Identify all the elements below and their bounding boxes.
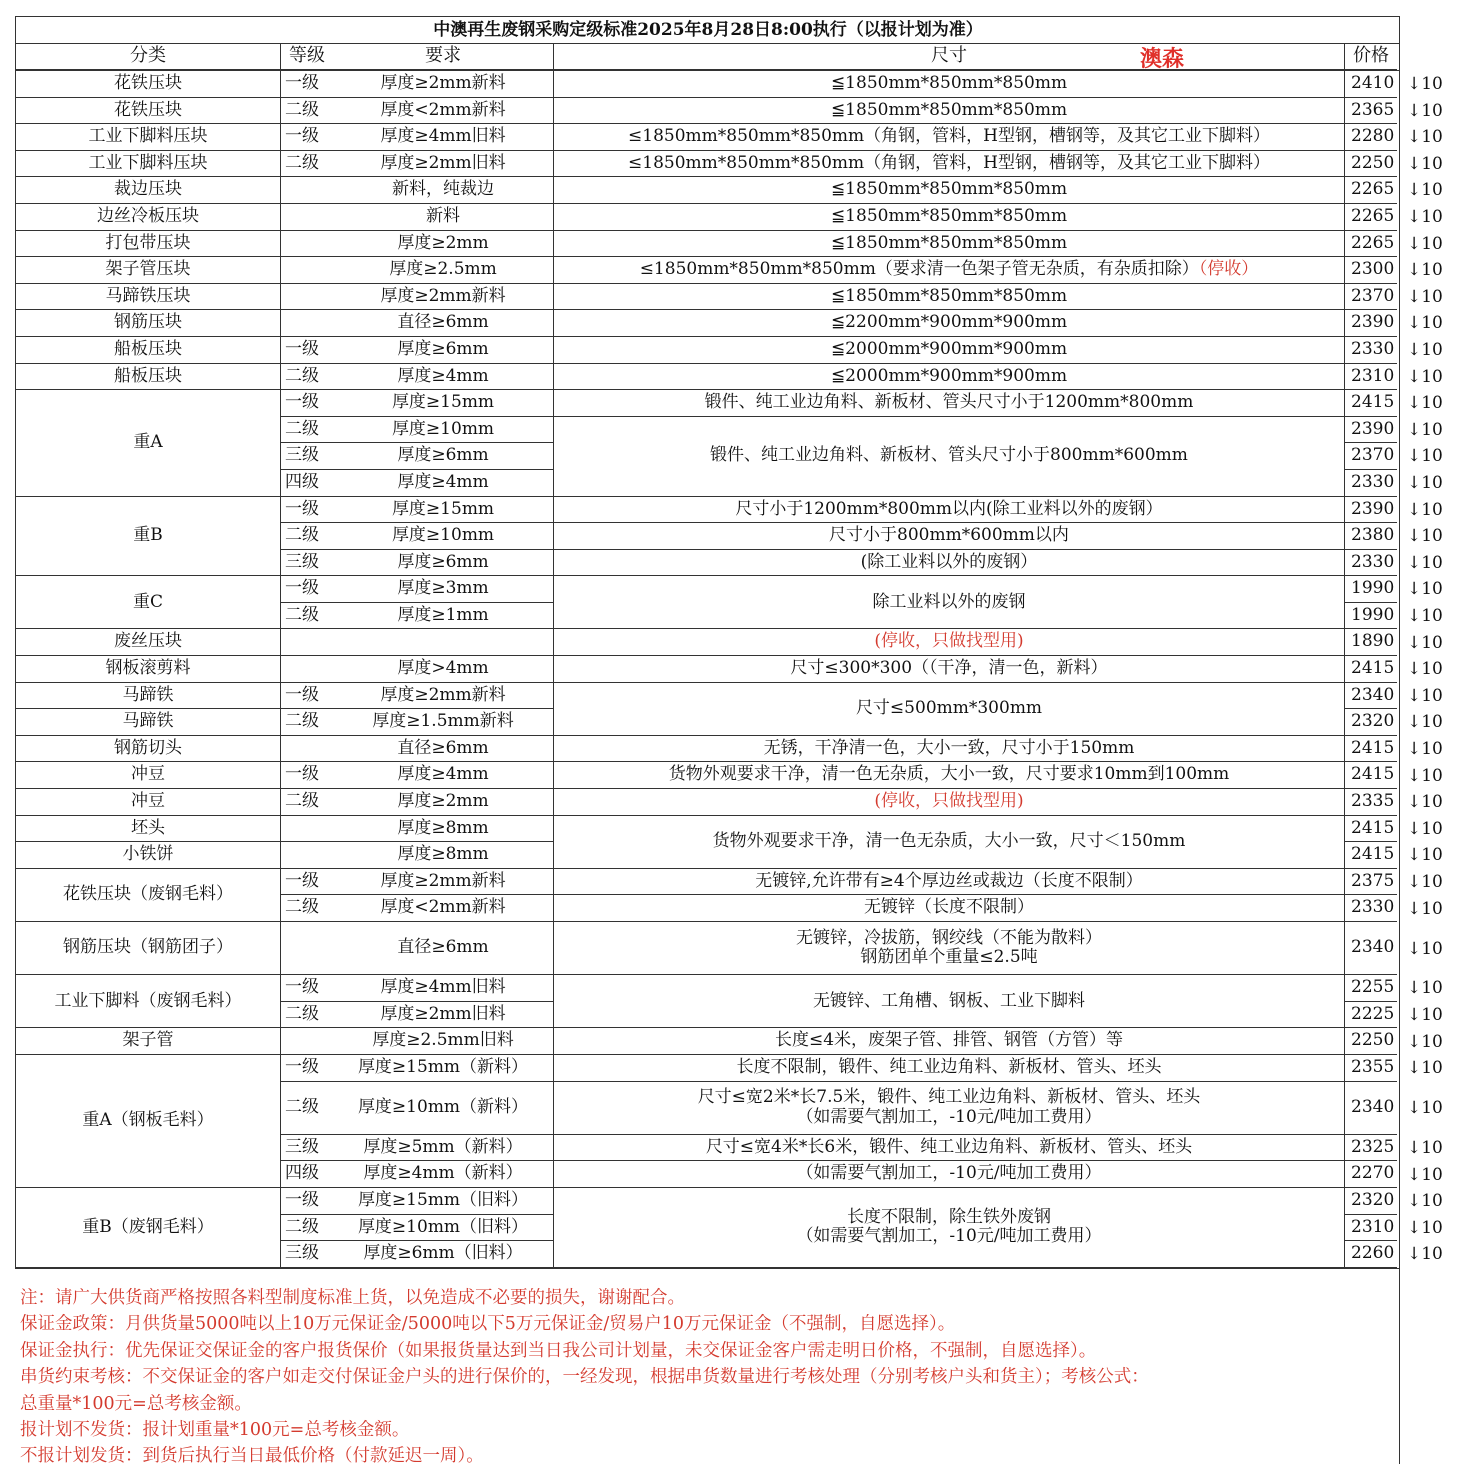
grade-cell (281, 310, 333, 337)
price-cell: 2330 (1345, 550, 1397, 577)
price-down-arrow: ↓10 (1407, 180, 1443, 201)
price-down-arrow: ↓10 (1407, 446, 1443, 467)
requirement-cell: 厚度≥4mm旧料 (333, 124, 553, 151)
stop-note: (停收，只做找型用) (874, 631, 1024, 652)
grade-cell: 一级 (281, 1188, 333, 1215)
note-line: 注：请广大供货商严格按照各料型制度标准上货，以免造成不必要的损失，谢谢配合。 (20, 1288, 685, 1308)
size-cell (553, 683, 1345, 736)
size-text: 尺寸小于800mm*600mm以内 (829, 525, 1069, 546)
requirement-cell: 厚度≥1.5mm新料 (333, 709, 553, 736)
price-cell: 2415 (1345, 842, 1397, 869)
size-text: ≤1850mm*850mm*850mm（角钢，管料，H型钢，槽钢等，及其它工业下脚料） (628, 126, 1270, 147)
size-text: 尺寸≤500mm*300mm (855, 697, 1043, 718)
price-down-arrow: ↓10 (1407, 1005, 1443, 1025)
category-cell: 钢板滚剪料 (16, 656, 281, 683)
category-cell: 架子管 (16, 1028, 281, 1055)
size-text: ≦2000mm*900mm*900mm (830, 365, 1068, 386)
size-cell (553, 364, 1345, 391)
price-down-arrow: ↓10 (1407, 286, 1443, 307)
category-cell: 工业下脚料压块 (16, 151, 281, 178)
requirement-cell: 厚度≥2mm新料 (333, 683, 553, 710)
category-cell: 马蹄铁 (16, 709, 281, 736)
size-text: 尺寸≤宽2米*长7.5米，锻件、纯工业边角料、新板材、管头、坯头 (697, 1087, 1201, 1108)
size-text: ≦1850mm*850mm*850mm (830, 73, 1068, 94)
requirement-cell: 厚度≥3mm (333, 576, 553, 603)
size-cell (553, 736, 1345, 763)
requirement-cell: 厚度≥2.5mm旧料 (333, 1028, 553, 1055)
grade-cell: 二级 (281, 1215, 333, 1242)
size-cell (553, 523, 1345, 550)
size-text: （如需要气割加工，-10元/吨加工费用） (796, 1163, 1102, 1184)
note-line: 保证金执行：优先保证交保证金的客户报货保价（如果报货量达到当日我公司计划量，未交保证金客户需走明日价格，不强制，自愿选择）。 (20, 1340, 1097, 1361)
category-cell: 钢筋压块（钢筋团子） (16, 922, 281, 975)
price-cell: 2330 (1345, 895, 1397, 922)
notes-section (20, 1285, 1390, 1470)
requirement-cell: 厚度≥6mm (333, 550, 553, 577)
size-cell (553, 284, 1345, 311)
category-cell: 工业下脚料压块 (16, 124, 281, 151)
price-cell: 1990 (1345, 603, 1397, 630)
price-cell: 2415 (1345, 736, 1397, 763)
price-cell: 2325 (1345, 1135, 1397, 1162)
grade-cell: 二级 (281, 709, 333, 736)
price-cell: 2265 (1345, 231, 1397, 258)
price-down-arrow: ↓10 (1407, 685, 1443, 706)
category-cell: 重B (16, 497, 281, 577)
price-cell: 2375 (1345, 869, 1397, 896)
stop-note: (停收，只做找型用) (874, 791, 1024, 812)
size-cell (553, 1161, 1345, 1188)
price-cell: 2335 (1345, 789, 1397, 816)
category-cell: 架子管压块 (16, 257, 281, 284)
size-text: 锻件、纯工业边角料、新板材、管头尺寸小于800mm*600mm (710, 445, 1188, 466)
price-down-arrow: ↓10 (1407, 393, 1443, 414)
price-cell: 2280 (1345, 124, 1397, 151)
requirement-cell: 厚度≥2mm (333, 231, 553, 258)
size-cell (553, 656, 1345, 683)
size-text: 锻件、纯工业边角料、新板材、管头尺寸小于1200mm*800mm (704, 392, 1194, 413)
size-cell (553, 337, 1345, 364)
grade-cell: 一级 (281, 762, 333, 789)
size-text: 长度≤4米，废架子管、排管、钢管（方管）等 (774, 1030, 1124, 1051)
category-cell: 重B（废钢毛料） (16, 1188, 281, 1268)
category-cell: 花铁压块（废钢毛料） (16, 869, 281, 922)
size-cell (553, 895, 1345, 922)
price-down-arrow: ↓10 (1407, 419, 1443, 440)
price-cell: 2380 (1345, 523, 1397, 550)
grade-cell (281, 231, 333, 258)
grade-cell (281, 842, 333, 869)
category-cell: 马蹄铁压块 (16, 284, 281, 311)
size-cell (553, 310, 1345, 337)
grade-cell: 三级 (281, 1241, 333, 1268)
size-cell (553, 629, 1345, 656)
price-down-arrow: ↓10 (1407, 100, 1443, 121)
price-down-arrow: ↓10 (1407, 978, 1443, 999)
price-down-arrow: ↓10 (1407, 552, 1443, 573)
price-down-arrow: ↓10 (1407, 1031, 1443, 1052)
price-down-arrow: ↓10 (1407, 1058, 1443, 1079)
price-cell: 2250 (1345, 151, 1397, 178)
requirement-cell: 直径≥6mm (333, 736, 553, 763)
price-down-arrow: ↓10 (1407, 473, 1443, 493)
size-cell (553, 257, 1345, 284)
requirement-cell: 厚度≥15mm（新料） (333, 1055, 553, 1082)
price-cell: 2340 (1345, 922, 1397, 975)
price-down-arrow: ↓10 (1407, 207, 1443, 227)
requirement-cell: 新料 (333, 204, 553, 231)
grade-cell: 一级 (281, 1055, 333, 1082)
requirement-cell: 厚度≥15mm (333, 390, 553, 417)
grade-cell (281, 656, 333, 683)
requirement-cell: 厚度≥4mm (333, 762, 553, 789)
price-cell: 2415 (1345, 816, 1397, 843)
grade-cell: 二级 (281, 364, 333, 391)
size-text: 无镀锌、工角槽、钢板、工业下脚料 (813, 990, 1085, 1011)
requirement-cell: 厚度≥10mm (333, 417, 553, 444)
grade-cell: 一级 (281, 869, 333, 896)
price-cell: 2390 (1345, 310, 1397, 337)
requirement-cell: 厚度≥2mm新料 (333, 71, 553, 98)
size-text: ≦1850mm*850mm*850mm (830, 205, 1068, 226)
requirement-cell: 厚度<2mm新料 (333, 98, 553, 125)
price-cell: 2390 (1345, 417, 1397, 444)
size-line (874, 632, 1023, 652)
size-cell (553, 922, 1345, 975)
price-cell: 2225 (1345, 1002, 1397, 1029)
requirement-cell: 新料，纯裁边 (333, 177, 553, 204)
size-text: 尺寸小于1200mm*800mm以内(除工业料以外的废钢） (735, 498, 1163, 519)
price-down-arrow: ↓10 (1407, 765, 1443, 786)
requirement-cell: 厚度≥2.5mm (333, 257, 553, 284)
price-down-arrow: ↓10 (1407, 366, 1443, 387)
grade-cell: 三级 (281, 550, 333, 577)
price-down-arrow: ↓10 (1407, 739, 1443, 759)
size-text: 钢筋团单个重量≤2.5吨 (860, 947, 1038, 968)
price-down-arrow: ↓10 (1407, 499, 1443, 520)
sheet-title: 中澳再生废钢采购定级标准2025年8月28日8:00执行（以报计划为准） (16, 16, 1400, 44)
size-cell (553, 816, 1345, 869)
requirement-cell: 厚度≥2mm新料 (333, 284, 553, 311)
price-sheet (15, 16, 1400, 1269)
category-cell: 重A（钢板毛料） (16, 1055, 281, 1188)
size-text: ≦1850mm*850mm*850mm (830, 179, 1068, 200)
grade-cell: 一级 (281, 390, 333, 417)
requirement-cell: 厚度≥5mm（新料） (333, 1135, 553, 1162)
price-down-arrow: ↓10 (1407, 260, 1443, 281)
grade-cell: 二级 (281, 895, 333, 922)
price-down-arrow: ↓10 (1407, 818, 1443, 839)
price-cell: 2410 (1345, 71, 1397, 98)
size-text: 无镀锌，冷拔筋，钢绞线（不能为散料） (796, 927, 1102, 948)
grade-cell (281, 284, 333, 311)
price-down-arrow: ↓10 (1407, 526, 1443, 547)
price-down-arrow: ↓10 (1407, 632, 1443, 653)
grade-cell: 二级 (281, 417, 333, 444)
size-cell (553, 231, 1345, 258)
size-cell (553, 1082, 1345, 1135)
size-cell (553, 1135, 1345, 1162)
price-down-arrow: ↓10 (1407, 153, 1443, 174)
stop-note: （停收） (1198, 259, 1259, 280)
category-cell: 花铁压块 (16, 71, 281, 98)
category-cell: 小铁饼 (16, 842, 281, 869)
price-down-arrow: ↓10 (1407, 872, 1443, 892)
size-cell (553, 497, 1345, 524)
category-cell: 马蹄铁 (16, 683, 281, 710)
grade-cell (281, 204, 333, 231)
size-cell (553, 124, 1345, 151)
header-category: 分类 (16, 44, 281, 70)
requirement-cell (333, 629, 553, 656)
grade-cell: 一级 (281, 497, 333, 524)
requirement-cell: 厚度≥8mm (333, 816, 553, 843)
price-cell: 2270 (1345, 1161, 1397, 1188)
requirement-cell: 厚度<2mm新料 (333, 895, 553, 922)
requirement-cell: 厚度≥10mm（旧料） (333, 1215, 553, 1242)
category-cell: 重A (16, 390, 281, 496)
price-cell: 1890 (1345, 629, 1397, 656)
grade-cell (281, 629, 333, 656)
size-text: 无镀锌（长度不限制） (864, 897, 1034, 918)
category-cell: 船板压块 (16, 337, 281, 364)
price-cell: 2340 (1345, 1082, 1397, 1135)
requirement-cell: 厚度≥1mm (333, 603, 553, 630)
requirement-cell: 厚度≥4mm（新料） (333, 1161, 553, 1188)
requirement-cell: 厚度≥2mm旧料 (333, 1002, 553, 1029)
requirement-cell: 厚度≥10mm（新料） (333, 1082, 553, 1135)
size-text: （如需要气割加工，-10元/吨加工费用） (796, 1226, 1102, 1247)
category-cell: 花铁压块 (16, 98, 281, 125)
price-cell: 2415 (1345, 762, 1397, 789)
price-cell: 2310 (1345, 364, 1397, 391)
price-cell: 2415 (1345, 656, 1397, 683)
grade-cell (281, 736, 333, 763)
price-down-arrow: ↓10 (1407, 1191, 1443, 1212)
grade-cell: 三级 (281, 1135, 333, 1162)
requirement-cell: 厚度≥6mm (333, 443, 553, 470)
size-cell (553, 151, 1345, 178)
size-text: ≤1850mm*850mm*850mm（角钢，管料，H型钢，槽钢等，及其它工业下脚料） (628, 152, 1270, 173)
category-cell: 船板压块 (16, 364, 281, 391)
price-down-arrow: ↓10 (1407, 74, 1443, 94)
size-line (874, 792, 1023, 812)
price-down-arrow: ↓10 (1407, 1138, 1443, 1158)
size-cell (553, 869, 1345, 896)
requirement-cell: 厚度≥4mm (333, 470, 553, 497)
size-cell (553, 390, 1345, 417)
size-text: ≦2200mm*900mm*900mm (830, 312, 1068, 333)
price-cell: 2340 (1345, 683, 1397, 710)
requirement-cell: 厚度>4mm (333, 656, 553, 683)
price-cell: 2265 (1345, 204, 1397, 231)
size-line (640, 260, 1259, 280)
price-cell: 2320 (1345, 1188, 1397, 1215)
price-down-arrow: ↓10 (1407, 938, 1443, 959)
price-down-arrow: ↓10 (1407, 1164, 1443, 1185)
size-text: 长度不限制，锻件、纯工业边角料、新板材、管头、坯头 (736, 1056, 1162, 1077)
category-cell: 冲豆 (16, 762, 281, 789)
requirement-cell: 厚度≥2mm (333, 789, 553, 816)
table-grid (16, 71, 1400, 1269)
price-cell: 2310 (1345, 1215, 1397, 1242)
price-cell: 2330 (1345, 470, 1397, 497)
price-cell: 2265 (1345, 177, 1397, 204)
price-cell: 2260 (1345, 1241, 1397, 1268)
requirement-cell: 厚度≥6mm（旧料） (333, 1241, 553, 1268)
grade-cell (281, 922, 333, 975)
grade-cell: 一级 (281, 337, 333, 364)
price-down-arrow: ↓10 (1407, 606, 1443, 626)
note-line: 串货约束考核：不交保证金的客户如走交付保证金户头的进行保价的，一经发现，根据串货数量进行考核处理（分别考核户头和货主）；考核公式： (20, 1367, 1149, 1388)
grade-cell: 二级 (281, 603, 333, 630)
size-cell (553, 1188, 1345, 1268)
requirement-cell: 直径≥6mm (333, 310, 553, 337)
size-cell (553, 204, 1345, 231)
grade-cell: 二级 (281, 1082, 333, 1135)
size-cell (553, 789, 1345, 816)
grade-cell: 一级 (281, 683, 333, 710)
brand-logo: 澳森 (1140, 47, 1185, 72)
size-cell (553, 1028, 1345, 1055)
price-down-arrow: ↓10 (1407, 340, 1443, 360)
header-grade: 等级 (281, 44, 333, 70)
price-down-arrow: ↓10 (1407, 579, 1443, 600)
size-cell (553, 550, 1345, 577)
size-text: 无锈，干净清一色，大小一致，尺寸小于150mm (763, 737, 1135, 758)
grade-cell: 四级 (281, 470, 333, 497)
grade-cell: 二级 (281, 789, 333, 816)
size-text: 尺寸≤宽4米*长6米，锻件、纯工业边角料、新板材、管头、坯头 (705, 1136, 1193, 1157)
size-text: 货物外观要求干净，清一色无杂质，大小一致，尺寸＜150mm (712, 830, 1186, 851)
size-cell (553, 1055, 1345, 1082)
price-down-arrow: ↓10 (1407, 712, 1443, 733)
category-cell: 废丝压块 (16, 629, 281, 656)
requirement-cell: 厚度≥15mm（旧料） (333, 1188, 553, 1215)
category-cell: 冲豆 (16, 789, 281, 816)
size-text: ≦2000mm*900mm*900mm (830, 338, 1068, 359)
requirement-cell: 厚度≥10mm (333, 523, 553, 550)
requirement-cell: 厚度≥4mm旧料 (333, 975, 553, 1002)
price-down-arrow: ↓10 (1407, 1217, 1443, 1238)
size-text: ≦1850mm*850mm*850mm (830, 232, 1068, 253)
requirement-cell: 厚度≥2mm新料 (333, 869, 553, 896)
grade-cell: 一级 (281, 576, 333, 603)
header-row (16, 44, 1400, 71)
price-cell: 2365 (1345, 98, 1397, 125)
header-requirement: 要求 (333, 44, 553, 70)
price-down-arrow: ↓10 (1407, 898, 1443, 919)
size-text: 除工业料以外的废钢 (872, 591, 1026, 612)
requirement-cell: 厚度≥6mm (333, 337, 553, 364)
price-down-arrow: ↓10 (1407, 659, 1443, 680)
price-down-arrow: ↓10 (1407, 127, 1443, 148)
grade-cell (281, 1028, 333, 1055)
size-cell (553, 177, 1345, 204)
price-cell: 1990 (1345, 576, 1397, 603)
note-line: 总重量*100元=总考核金额。 (20, 1393, 252, 1414)
category-cell: 边丝冷板压块 (16, 204, 281, 231)
size-cell (553, 71, 1345, 98)
size-text: 无镀锌,允许带有≥4个厚边丝或裁边（长度不限制） (755, 870, 1143, 891)
size-text: ≦1850mm*850mm*850mm (830, 285, 1068, 306)
requirement-cell: 厚度≥15mm (333, 497, 553, 524)
requirement-cell: 直径≥6mm (333, 922, 553, 975)
price-down-arrow: ↓10 (1407, 1244, 1443, 1265)
note-line: 报计划不发货：报计划重量*100元=总考核金额。 (20, 1420, 410, 1441)
grade-cell: 二级 (281, 151, 333, 178)
price-down-arrow: ↓10 (1407, 313, 1443, 334)
grade-cell (281, 816, 333, 843)
category-cell: 裁边压块 (16, 177, 281, 204)
header-size: 尺寸 (553, 44, 1345, 70)
grade-cell: 四级 (281, 1161, 333, 1188)
price-cell: 2370 (1345, 284, 1397, 311)
grade-cell: 二级 (281, 1002, 333, 1029)
price-cell: 2390 (1345, 497, 1397, 524)
price-down-arrow: ↓10 (1407, 845, 1443, 866)
size-cell (553, 762, 1345, 789)
category-cell: 钢筋切头 (16, 736, 281, 763)
price-cell: 2370 (1345, 443, 1397, 470)
size-cell (553, 417, 1345, 497)
category-cell: 坯头 (16, 816, 281, 843)
grade-cell: 一级 (281, 124, 333, 151)
size-text: 货物外观要求干净，清一色无杂质，大小一致，尺寸要求10mm到100mm (668, 764, 1230, 785)
grade-cell (281, 177, 333, 204)
price-cell: 2250 (1345, 1028, 1397, 1055)
category-cell: 钢筋压块 (16, 310, 281, 337)
header-price: 价格 (1345, 44, 1397, 70)
grade-cell: 一级 (281, 71, 333, 98)
size-text: 尺寸≤300*300（（干净，清一色，新料） (790, 658, 1108, 679)
price-cell: 2300 (1345, 257, 1397, 284)
requirement-cell: 厚度≥2mm旧料 (333, 151, 553, 178)
price-down-arrow: ↓10 (1407, 792, 1443, 813)
requirement-cell: 厚度≥4mm (333, 364, 553, 391)
grade-cell (281, 257, 333, 284)
size-text: （如需要气割加工，-10元/吨加工费用） (796, 1106, 1102, 1127)
note-line: 不报计划发货：到货后执行当日最低价格（付款延迟一周）。 (20, 1446, 484, 1467)
price-cell: 2330 (1345, 337, 1397, 364)
price-down-arrow: ↓10 (1407, 233, 1443, 254)
grade-cell: 二级 (281, 523, 333, 550)
size-text: (除工业料以外的废钢） (860, 551, 1038, 572)
size-cell (553, 576, 1345, 629)
category-cell: 工业下脚料（废钢毛料） (16, 975, 281, 1028)
note-line: 保证金政策：月供货量5000吨以上10万元保证金/5000吨以下5万元保证金/贸易户10万元保证金（不强制，自愿选择）。 (20, 1314, 956, 1335)
size-cell (553, 98, 1345, 125)
size-text: ≦1850mm*850mm*850mm (830, 99, 1068, 120)
size-text: 长度不限制，除生铁外废钢 (847, 1206, 1051, 1227)
price-cell: 2415 (1345, 390, 1397, 417)
price-cell: 2320 (1345, 709, 1397, 736)
price-down-arrow: ↓10 (1407, 1098, 1443, 1119)
size-text: ≤1850mm*850mm*850mm（要求清一色架子管无杂质，有杂质扣除） (639, 259, 1199, 280)
table-body (16, 71, 1400, 1269)
size-cell (553, 975, 1345, 1028)
grade-cell: 二级 (281, 98, 333, 125)
grade-cell: 一级 (281, 975, 333, 1002)
category-cell: 打包带压块 (16, 231, 281, 258)
category-cell: 重C (16, 576, 281, 629)
grade-cell: 三级 (281, 443, 333, 470)
price-cell: 2355 (1345, 1055, 1397, 1082)
requirement-cell: 厚度≥8mm (333, 842, 553, 869)
price-cell: 2255 (1345, 975, 1397, 1002)
